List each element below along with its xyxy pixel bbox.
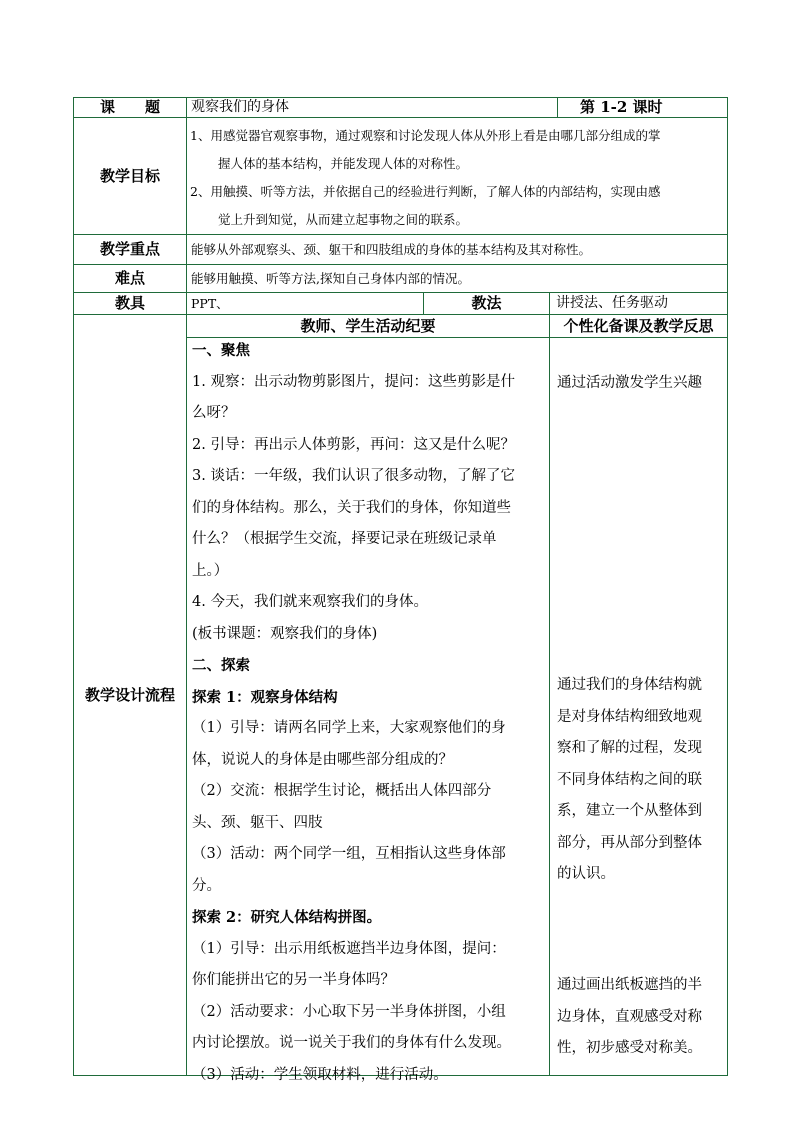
difficulty-value: 能够用触摸、听等方法,探知自己身体内部的情况。 <box>191 271 470 286</box>
flow-line: 4. 今天，我们就来观察我们的身体。 <box>192 594 428 610</box>
flow-line: 体，说说人的身体是由哪些部分组成的？ <box>192 751 453 768</box>
method-value: 讲授法、任务驱动 <box>556 295 668 311</box>
side-note <box>557 368 727 400</box>
flow-line: 头、颈、躯干、四肢 <box>192 814 323 831</box>
side-note-line: 通过画出纸板遮挡的半 <box>557 977 702 993</box>
flow-line: 们的身体结构。那么，关于我们的身体，你知道些 <box>192 499 511 516</box>
flow-heading: 探索 1：观察身体结构 <box>192 688 338 706</box>
side-note-line: 察和了解的过程，发现 <box>557 740 702 756</box>
topic-value: 观察我们的身体 <box>191 99 289 115</box>
side-note <box>557 970 727 1065</box>
flow-line: （3）活动：两个同学一组，互相指认这些身体部 <box>192 846 506 862</box>
method-label: 教法 <box>471 294 502 312</box>
flow-heading: 二、探索 <box>192 657 250 674</box>
flow-line: 么呀？ <box>192 405 236 421</box>
flow-line: (板书课题：观察我们的身体) <box>192 625 378 642</box>
flow-line: 2. 引导：再出示人体剪影，再问：这又是什么呢？ <box>192 436 515 453</box>
side-note-line: 通过活动激发学生兴趣 <box>557 375 702 391</box>
flow-heading: 探索 2：研究人体结构拼图。 <box>192 909 382 926</box>
flow-line: 什么？（根据学生交流，择要记录在班级记录单 <box>192 531 497 547</box>
flow-side-header: 个性化备课及教学反思 <box>563 317 714 335</box>
goals-label: 教学目标 <box>99 167 160 185</box>
flow-heading: 一、聚焦 <box>192 342 250 359</box>
side-note-line: 不同身体结构之间的联 <box>557 771 702 788</box>
flow-line: 内讨论摆放。说一说关于我们的身体有什么发现。 <box>192 1035 511 1051</box>
topic-label: 课 题 <box>99 98 160 116</box>
key-points-value: 能够从外部观察头、颈、躯干和四肢组成的身体的基本结构及其对称性。 <box>191 242 592 257</box>
column-divider <box>549 292 550 1076</box>
flow-main-content <box>192 335 548 1091</box>
side-note-line: 是对身体结构细致地观 <box>557 708 702 725</box>
column-divider <box>186 97 187 1076</box>
period-value: 第 1-2 课时 <box>580 98 663 116</box>
flow-line: （2）活动要求：小心取下另一半身体拼图，小组 <box>192 1003 506 1020</box>
flow-line: （3）活动：学生领取材料，进行活动。 <box>192 1066 448 1083</box>
tools-value: PPT、 <box>191 296 229 311</box>
flow-line: 分。 <box>192 877 221 894</box>
side-note-line: 系，建立一个从整体到 <box>557 803 702 819</box>
side-note-line: 的认识。 <box>557 866 615 882</box>
difficulty-label: 难点 <box>114 269 145 287</box>
goal-line: 1、用感觉器官观察事物，通过观察和讨论发现人体从外形上看是由哪几部分组成的掌 <box>190 128 661 143</box>
side-note-line: 部分，再从部分到整体 <box>557 834 702 851</box>
goal-line: 觉上升到知觉，从而建立起事物之间的联系。 <box>218 212 469 227</box>
side-note-line: 边身体，直观感受对称 <box>557 1008 702 1025</box>
side-note-line: 性，初步感受对称美。 <box>557 1040 702 1056</box>
flow-label: 教学设计流程 <box>84 686 175 704</box>
flow-line: 1. 观察：出示动物剪影图片，提问：这些剪影是什 <box>192 373 515 390</box>
flow-line: 你们能拼出它的另一半身体吗？ <box>192 972 395 988</box>
flow-line: （1）引导：出示用纸板遮挡半边身体图，提问： <box>192 940 506 957</box>
tools-label: 教具 <box>114 294 145 312</box>
flow-line: （2）交流：根据学生讨论，概括出人体四部分 <box>192 783 492 799</box>
side-note-line: 通过我们的身体结构就 <box>557 677 702 693</box>
column-divider <box>557 97 558 118</box>
goals-list <box>190 122 726 234</box>
flow-line: 3. 谈话：一年级，我们认识了很多动物，了解了它 <box>192 468 515 484</box>
key-points-label: 教学重点 <box>99 240 160 258</box>
side-note <box>557 670 727 891</box>
goal-line: 2、用触摸、听等方法，并依据自己的经验进行判断，了解人体的内部结构，实现由感 <box>190 184 661 199</box>
flow-main-header: 教师、学生活动纪要 <box>300 317 436 335</box>
flow-line: 上。） <box>192 562 229 579</box>
goal-line: 握人体的基本结构，并能发现人体的对称性。 <box>218 156 469 171</box>
flow-line: （1）引导：请两名同学上来，大家观察他们的身 <box>192 720 506 736</box>
